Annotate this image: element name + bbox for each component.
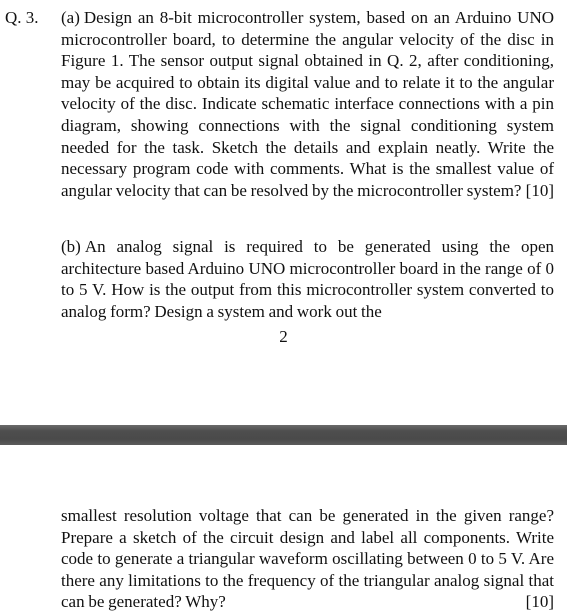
part-a-label: (a) bbox=[61, 8, 80, 27]
part-b-marks: [10] bbox=[525, 592, 554, 612]
part-b-label: (b) bbox=[61, 237, 81, 256]
question-number: Q. 3. bbox=[5, 8, 39, 27]
part-a-text: Design an 8-bit microcontroller system, based on an Arduino UNO microcontroller board, to determine the angular velocity of the disc in Figure 1. The sensor output signal obtained in Q. 2, after conditioning, may be acquired to obtain its digital value and to relate it to the angular velocity of the disc. Indicate schematic interface connections with a pin diagram, showing connections with the signal conditioning system needed for the task. Sketch the details and explain neatly. Write the necessary program code with comments. What is the smallest value of angular velocity that can be resolved by the microcontroller system? bbox=[61, 8, 554, 200]
part-b-text-page2: smallest resolution voltage that can be generated in the given range? Prepare a sketch of the circuit design and label all components. Write code to generate a triangular waveform oscillating between 0 to 5 V. Are there any limitations to the frequency of the triangular analog signal that can be generated? Why? bbox=[61, 506, 554, 612]
question-part-b bbox=[61, 236, 554, 322]
page-break-separator bbox=[0, 425, 567, 445]
question-part-b-continued bbox=[61, 505, 554, 613]
page-number-text: 2 bbox=[279, 327, 288, 346]
part-a-marks: [10] bbox=[525, 180, 554, 200]
question-part-a bbox=[61, 7, 554, 201]
part-b-text-page1: An analog signal is required to be generated using the open architecture based Arduino UNO microcontroller board in the range of 0 to 5 V. How is the output from this microcontroller system converted to analog form? Design a system and work out the bbox=[61, 237, 554, 321]
document-page-bottom bbox=[0, 445, 567, 615]
page-number bbox=[0, 326, 567, 348]
